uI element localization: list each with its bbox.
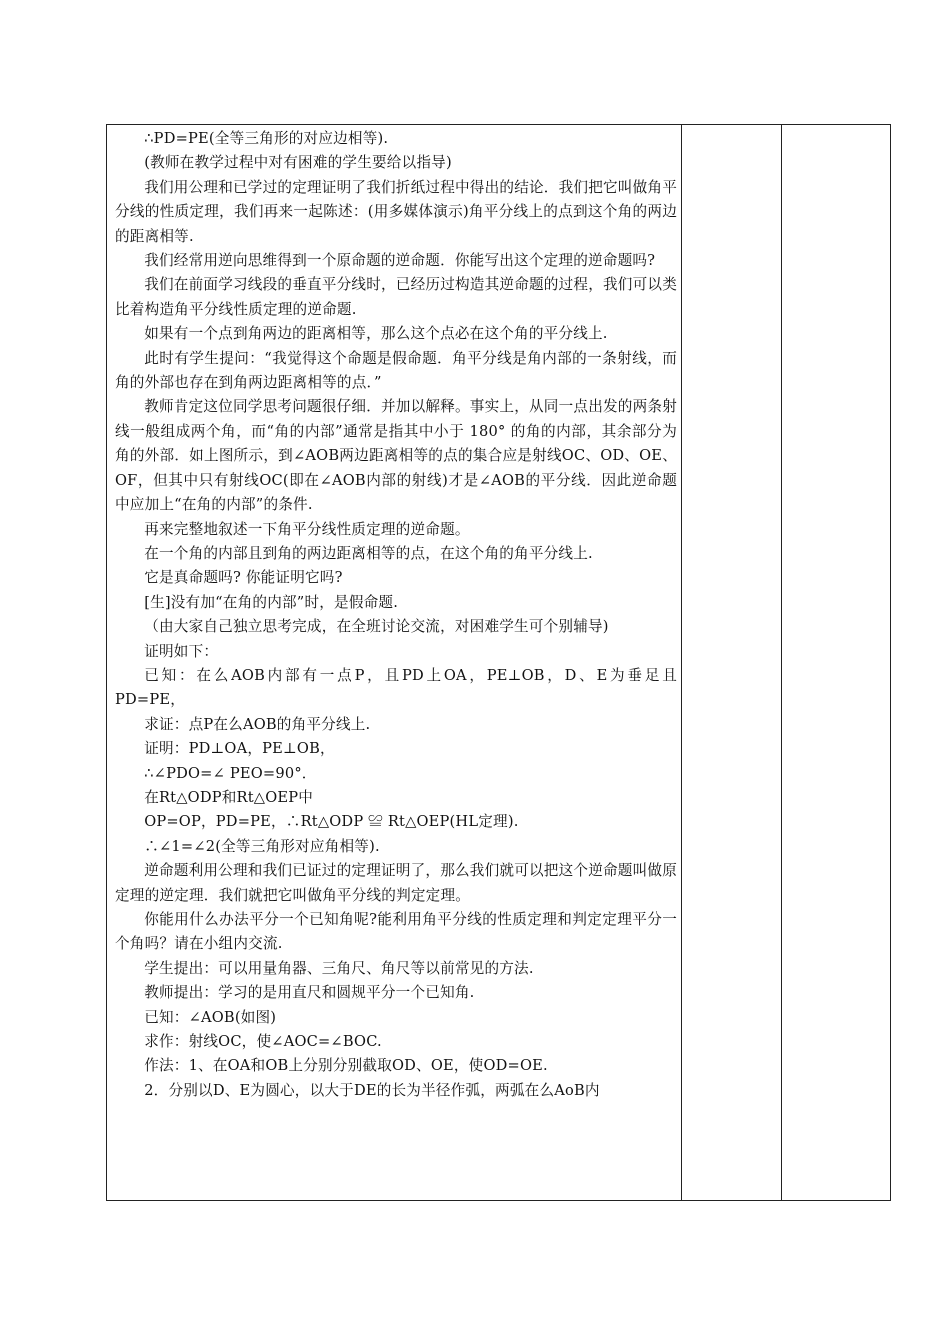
paragraph: (教师在教学过程中对有困难的学生要给以指导) [144,154,452,172]
paragraph: 已知：在么AOB内部有一点P，且PD上OA，PE⊥OB，D、E为垂足且PD=PE， [115,666,677,709]
paragraph: 逆命题利用公理和我们已证过的定理证明了，那么我们就可以把这个逆命题叫做原定理的逆定理．我们就把它叫做角平分线的判定定理。 [115,862,677,904]
column-divider [681,125,682,1200]
paragraph: 证明如下： [144,642,219,660]
paragraph: 求证：点P在么AOB的角平分线上. [144,715,371,733]
paragraph: 你能用什么办法平分一个已知角呢?能利用角平分线的性质定理和判定定理平分一个角吗？请在小组内交流. [115,911,677,953]
paragraph: 学生提出：可以用量角器、三角尺、角尺等以前常见的方法. [144,959,534,977]
paragraph: 教师肯定这位同学思考问题很仔细．并加以解释。事实上，从同一点出发的两条射线一般组成两个角，而“角的内部”通常是指其中小于 180° 的角的内部，其余部分为角的外部．如上图所示，到∠AOB两边距离相等的点的集合应是射线OC、OD、OE、OF，但其中只有射线OC(即在∠AOB内部的射线)才是∠AOB的平分线．因此逆命题中应加上“在角的内部”的条件. [115,398,677,514]
paragraph: ∴∠1=∠2(全等三角形对应角相等). [144,837,380,855]
paragraph: 已知：∠AOB(如图) [144,1008,277,1026]
paragraph: 在一个角的内部且到角的两边距离相等的点，在这个角的角平分线上. [144,544,593,562]
paragraph: （由大家自己独立思考完成，在全班讨论交流，对困难学生可个别辅导) [144,618,609,636]
paragraph: 它是真命题吗? 你能证明它吗? [144,569,343,587]
paragraph: 如果有一个点到角两边的距离相等，那么这个点必在这个角的平分线上. [144,325,608,343]
paragraph: 在Rt△ODP和Rt△OEP中 [144,788,314,806]
paragraph: 作法：1、在OA和OB上分别分别截取OD、OE，使OD=OE. [144,1057,548,1075]
paragraph: OP=OP，PD=PE，∴Rt△ODP ≌ Rt△OEP(HL定理). [144,813,519,831]
column-divider [781,125,782,1200]
paragraph: 教师提出：学习的是用直尺和圆规平分一个已知角. [144,984,475,1002]
paragraph: [生]没有加“在角的内部”时，是假命题. [144,593,399,611]
paragraph: 我们在前面学习线段的垂直平分线时，已经历过构造其逆命题的过程，我们可以类比着构造角平分线性质定理的逆命题. [115,276,677,318]
lesson-table [106,124,891,1201]
paragraph: 我们经常用逆向思维得到一个原命题的逆命题．你能写出这个定理的逆命题吗? [144,252,656,270]
paragraph: 2．分别以D、E为圆心，以大于DE的长为半径作弧，两弧在么AoB内 [144,1081,600,1099]
paragraph: ∴∠PDO=∠ PEO=90°． [144,764,317,782]
paragraph: ∴PD=PE(全等三角形的对应边相等). [144,130,389,147]
paragraph: 再来完整地叙述一下角平分线性质定理的逆命题。 [144,520,470,538]
paragraph: 求作：射线OC，使∠AOC=∠BOC. [144,1033,382,1051]
paragraph: 我们用公理和已学过的定理证明了我们折纸过程中得出的结论．我们把它叫做角平分线的性质定理，我们再来一起陈述：(用多媒体演示)角平分线上的点到这个角的两边的距离相等. [115,178,677,245]
lesson-content-cell [115,127,677,1103]
paragraph: 此时有学生提问：“我觉得这个命题是假命题．角平分线是角内部的一条射线，而角的外部也存在到角两边距离相等的点．” [115,349,677,392]
paragraph: 证明：PD⊥OA，PE⊥OB， [144,740,335,758]
